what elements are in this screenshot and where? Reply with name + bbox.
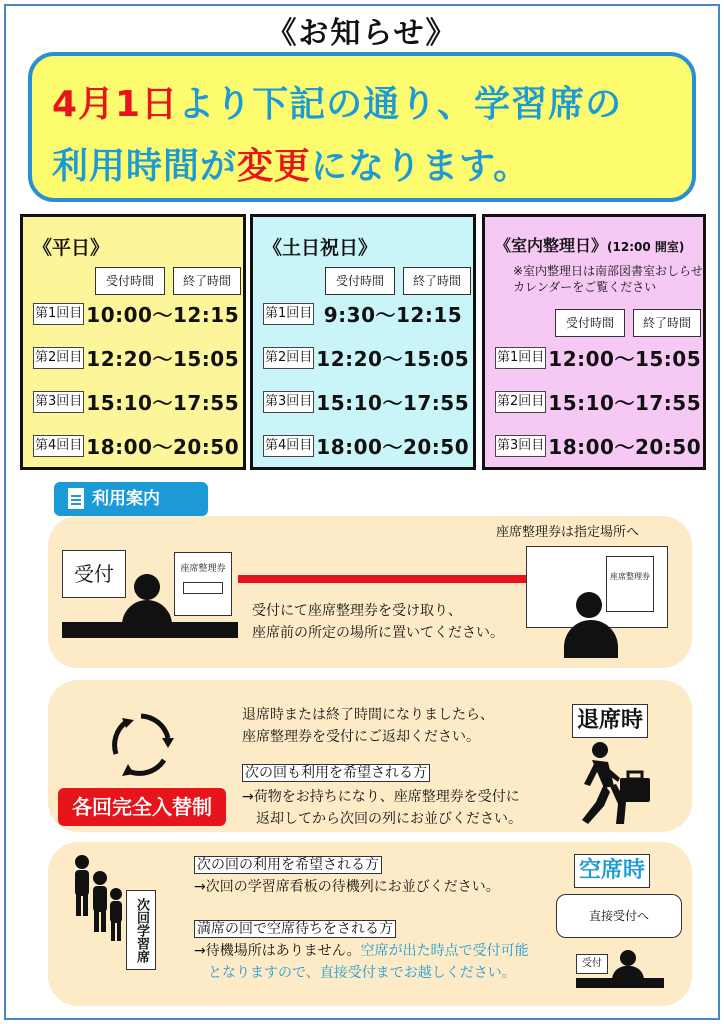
header-end-time: 終了時間 — [403, 267, 471, 295]
seat-ticket-card: 座席整理券 — [174, 552, 232, 616]
schedule-row: 第4回目 18:00～20:50 — [35, 435, 240, 459]
header-end-time: 終了時間 — [173, 267, 241, 295]
schedule-row: 第2回目 15:10～17:55 — [497, 391, 702, 415]
schedule-row: 第1回目 9:30～12:15 — [265, 303, 463, 327]
step3-line-2: →待機場所はありません。空席が出た時点で受付可能 — [194, 943, 529, 959]
destination-caption: 座席整理券は指定場所へ — [496, 525, 640, 540]
step3-line-3: となりますので、直接受付までお越しください。 — [208, 965, 516, 981]
vacancy-heading: 空席時 — [574, 854, 650, 888]
schedule-row: 第3回目 15:10～17:55 — [265, 391, 470, 415]
maintenance-note: ※室内整理日は南部図書室おしらせカレンダーをご覧ください — [513, 264, 703, 294]
leaving-heading: 退席時 — [572, 704, 648, 738]
document-icon — [68, 488, 84, 509]
schedule-row: 第1回目 10:00～12:15 — [35, 303, 240, 327]
ticket-slot — [183, 582, 223, 594]
schedule-weekend — [250, 214, 476, 470]
speech-bubble: 直接受付へ — [556, 894, 682, 938]
schedule-row: 第3回目 18:00～20:50 — [497, 435, 702, 459]
schedule-weekday — [20, 214, 246, 470]
step2-subheading: 次の回も利用を希望される方 — [242, 762, 430, 784]
step2-line-3: →荷物をお持ちになり、座席整理券を受付に — [242, 789, 520, 805]
refresh-cycle-icon — [104, 708, 178, 782]
reception-counter — [576, 978, 664, 988]
usage-guide-heading: 利用案内 — [54, 482, 208, 516]
schedule-row: 第4回目 18:00～20:50 — [265, 435, 470, 459]
step1-instruction-2: 座席前の所定の場所に置いてください。 — [252, 625, 504, 641]
reception-sign: 受付 — [62, 550, 126, 598]
schedule-row: 第2回目 12:20～15:05 — [35, 347, 240, 371]
step3-subheading-2: 満席の回で空席待ちをされる方 — [194, 918, 396, 940]
walking-person-icon — [574, 740, 654, 826]
schedule-row: 第2回目 12:20～15:05 — [265, 347, 470, 371]
seated-person-icon — [576, 592, 602, 618]
next-session-sign: 次回学習席 — [126, 890, 156, 970]
schedule-row: 第1回目 12:00～15:05 — [497, 347, 702, 371]
step2-line-2: 座席整理券を受付にご返却ください。 — [242, 729, 480, 745]
header-end-time: 終了時間 — [633, 309, 701, 337]
schedule-title: 《平日》 — [33, 237, 110, 259]
header-reception-time: 受付時間 — [95, 267, 165, 295]
schedule-maintenance — [482, 214, 706, 470]
desk-reception-sign: 受付 — [576, 954, 608, 974]
schedule-title: 《室内整理日》(12:00 開室) — [495, 236, 685, 255]
full-replacement-badge: 各回完全入替制 — [58, 788, 226, 826]
step2-line-4: 返却してから次回の列にお並びください。 — [256, 811, 522, 827]
desk-staff-icon — [620, 950, 636, 966]
step3-line-1: →次回の学習席看板の待機列にお並びください。 — [194, 879, 500, 895]
queue-people-icon — [70, 852, 130, 944]
reception-desk — [62, 622, 238, 638]
placed-ticket: 座席整理券 — [606, 556, 654, 612]
staff-person-icon — [134, 574, 160, 600]
banner-line-2: 利用時間が変更になります。 — [52, 146, 531, 187]
step1-instruction-1: 受付にて座席整理券を受け取り、 — [252, 603, 462, 619]
page-title: 《お知らせ》 — [266, 16, 458, 51]
schedule-row: 第3回目 15:10～17:55 — [35, 391, 240, 415]
banner-line-1: 4月1日より下記の通り、学習席の — [52, 84, 623, 125]
step2-line-1: 退席時または終了時間になりましたら、 — [242, 707, 494, 723]
step3-subheading-1: 次の回の利用を希望される方 — [194, 854, 382, 876]
header-reception-time: 受付時間 — [325, 267, 395, 295]
announcement-banner — [28, 52, 696, 202]
schedule-title: 《土日祝日》 — [263, 237, 378, 259]
header-reception-time: 受付時間 — [555, 309, 625, 337]
